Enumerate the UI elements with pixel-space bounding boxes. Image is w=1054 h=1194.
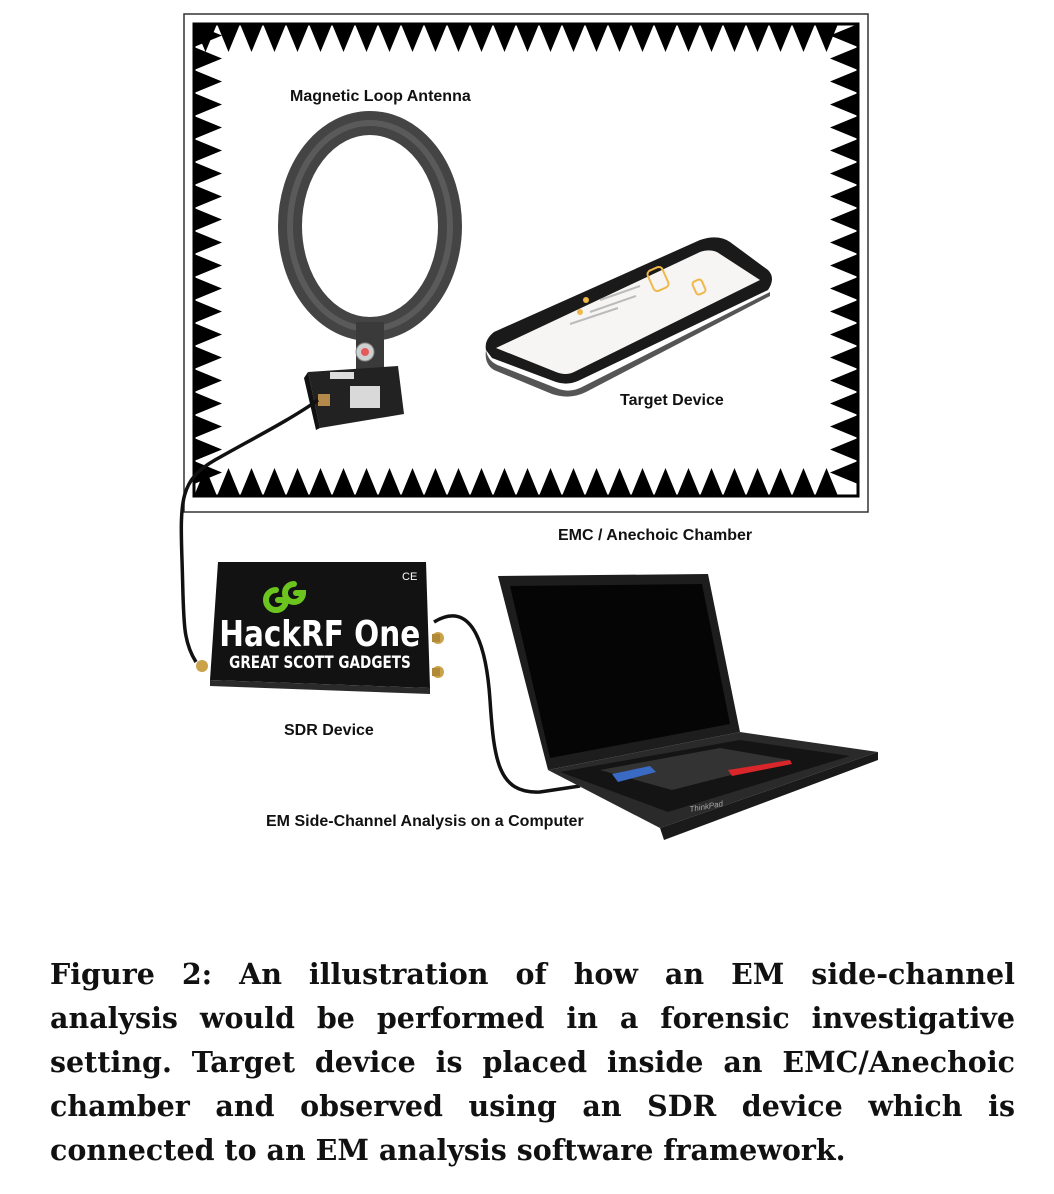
label-chamber: EMC / Anechoic Chamber: [558, 527, 753, 544]
laptop: [498, 574, 878, 840]
sdr-device: [196, 562, 444, 694]
label-antenna: Magnetic Loop Antenna: [290, 88, 471, 105]
laptop-badge: ThinkPad: [688, 799, 724, 814]
sdr-brand-line2: GREAT SCOTT GADGETS: [229, 652, 411, 673]
sdr-brand-line1: HackRF One: [219, 612, 421, 655]
figure-caption: Figure 2: An illustration of how an EM side-channel analysis would be performed in a forensic investigative setting. Target device is placed inside an EMC/Anechoic chamber and observed using an SDR device which is connected to an EM analysis software framework.: [50, 957, 1015, 1167]
ce-mark: CE: [402, 571, 418, 583]
label-target-device: Target Device: [620, 392, 724, 409]
label-sdr-device: SDR Device: [284, 722, 374, 739]
label-computer: EM Side-Channel Analysis on a Computer: [266, 813, 584, 830]
